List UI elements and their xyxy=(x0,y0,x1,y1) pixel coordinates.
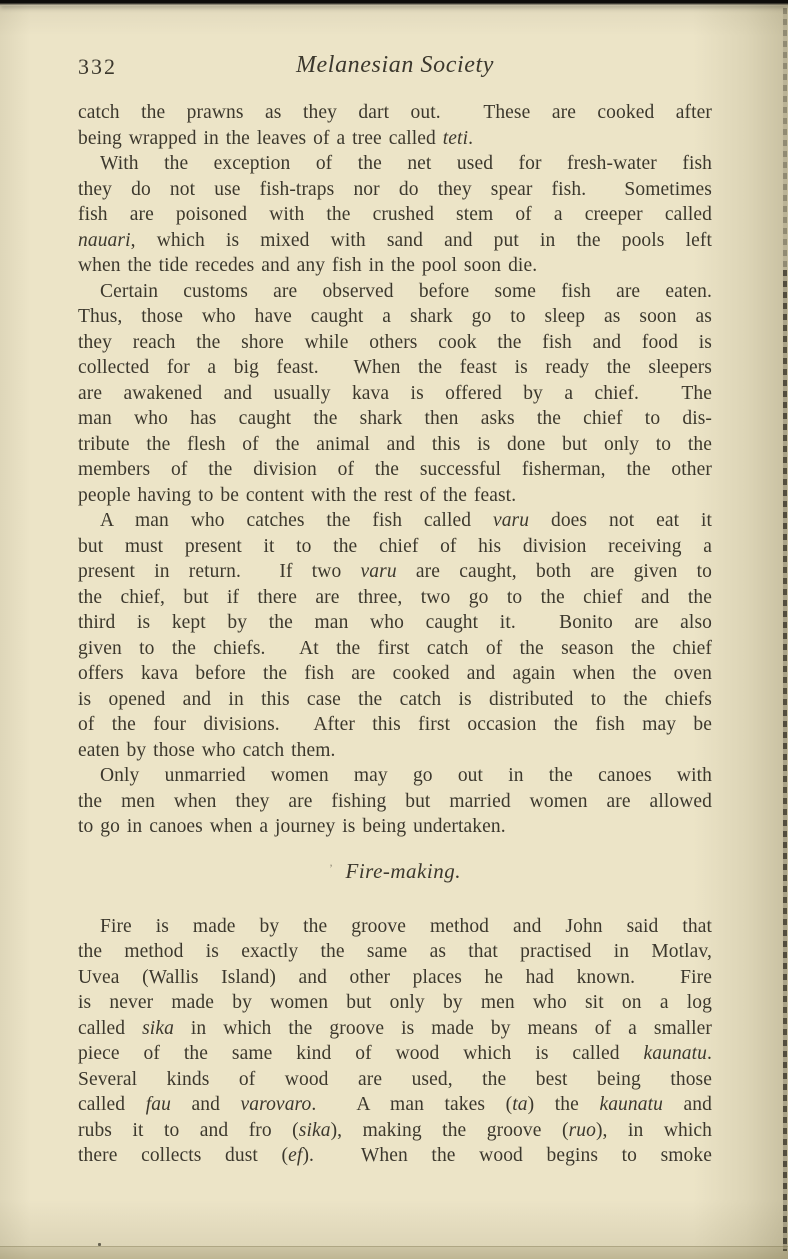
paragraph xyxy=(78,100,712,151)
text-line: is never made by women but only by men who sit on a log xyxy=(78,992,712,1013)
text-line: nauari, which is mixed with sand and put in the pools left xyxy=(78,229,712,251)
italic-term: varovaro xyxy=(240,1094,312,1115)
paragraph xyxy=(78,151,712,279)
text-line: offers kava before the fish are cooked and again when the oven xyxy=(78,663,712,684)
text-line: piece of the same kind of wood which is called kaunatu. xyxy=(78,1043,712,1064)
italic-term: ef xyxy=(288,1145,303,1166)
page-number: 332 xyxy=(78,54,117,79)
text-line: to go in canoes when a journey is being undertaken. xyxy=(78,816,506,837)
italic-term: sika xyxy=(298,1119,331,1141)
text-line: catch the prawns as they dart out. These are cooked after xyxy=(78,102,712,123)
text-line: tribute the flesh of the animal and this is done but only to the xyxy=(78,433,712,455)
paragraph xyxy=(78,508,712,763)
italic-term: varu xyxy=(360,561,397,582)
running-title: Melanesian Society xyxy=(295,52,495,78)
text-line: collected for a big feast. When the feast is ready the sleepers xyxy=(78,357,712,378)
page-text-block xyxy=(78,100,712,1169)
text-line: they reach the shore while others cook the fish and food is xyxy=(78,331,712,353)
italic-term: ruo xyxy=(568,1119,596,1141)
text-line: the method is exactly the same as that practised in Motlav, xyxy=(78,941,712,962)
text-line: the men when they are fishing but married women are allowed xyxy=(78,790,712,812)
text-line: when the tide recedes and any fish in the pool soon die. xyxy=(78,255,538,276)
text-line: Only unmarried women may go out in the canoes with xyxy=(100,765,712,786)
text-line: man who has caught the shark then asks the chief to dis- xyxy=(78,408,712,429)
scan-right-edge-line-upper xyxy=(783,8,787,270)
text-line: called sika in which the groove is made by means of a smaller xyxy=(78,1017,712,1039)
text-line: rubs it to and fro (sika), making the groove (ruo), in which xyxy=(78,1119,712,1141)
ink-speck xyxy=(98,1243,101,1246)
text-line: called fau and varovaro. A man takes (ta) the kaunatu and xyxy=(78,1094,712,1115)
text-line: fish are poisoned with the crushed stem of a creeper called xyxy=(78,204,712,225)
scan-top-edge xyxy=(0,0,788,6)
section-heading xyxy=(78,855,712,884)
italic-term: kaunatu xyxy=(643,1043,708,1064)
text-line: are awakened and usually kava is offered by a chief. The xyxy=(78,382,712,404)
italic-term: fau xyxy=(145,1094,171,1115)
text-line: they do not use fish-traps nor do they spear fish. Sometimes xyxy=(78,178,712,200)
text-line: eaten by those who catch them. xyxy=(78,739,336,761)
scan-bottom-edge xyxy=(0,1246,788,1259)
text-line: given to the chiefs. At the first catch of the season the chief xyxy=(78,637,712,659)
text-line: being wrapped in the leaves of a tree called teti. xyxy=(78,127,474,149)
italic-term: teti xyxy=(442,127,469,149)
italic-term: varu xyxy=(492,510,530,531)
text-line: Certain customs are observed before some fish are eaten. xyxy=(100,280,712,302)
ink-mark: ’ xyxy=(329,860,334,875)
text-line: With the exception of the net used for fresh-water fish xyxy=(100,153,712,174)
section-heading-text: Fire-making. xyxy=(345,858,461,883)
text-line: Thus, those who have caught a shark go to sleep as soon as xyxy=(78,306,712,327)
text-line: Uvea (Wallis Island) and other places he had known. Fire xyxy=(78,966,712,988)
paragraph xyxy=(78,763,712,840)
paragraph xyxy=(78,279,712,509)
text-line: of the four divisions. After this first occasion the fish may be xyxy=(78,714,712,735)
italic-term: sika xyxy=(142,1017,174,1039)
text-line: members of the division of the successful fisherman, the other xyxy=(78,459,712,480)
text-line: present in return. If two varu are caught, both are given to xyxy=(78,561,712,582)
paragraph xyxy=(78,914,712,1169)
text-line: Fire is made by the groove method and John said that xyxy=(100,915,712,937)
scan-right-edge-line-lower xyxy=(783,270,787,1251)
text-line: A man who catches the fish called varu does not eat it xyxy=(100,510,713,531)
page-header xyxy=(78,52,712,84)
text-line: the chief, but if there are three, two go to the chief and the xyxy=(78,586,712,608)
text-line: people having to be content with the rest of the feast. xyxy=(78,484,517,506)
text-line: third is kept by the man who caught it. Bonito are also xyxy=(78,612,712,633)
italic-term: ta xyxy=(512,1094,528,1115)
text-line: there collects dust (ef). When the wood begins to smoke xyxy=(78,1145,713,1166)
text-line: Several kinds of wood are used, the best being those xyxy=(78,1068,712,1090)
italic-term: nauari xyxy=(78,229,131,251)
text-line: is opened and in this case the catch is distributed to the chiefs xyxy=(78,688,712,710)
text-line: but must present it to the chief of his division receiving a xyxy=(78,535,712,557)
italic-term: kaunatu xyxy=(599,1094,663,1115)
